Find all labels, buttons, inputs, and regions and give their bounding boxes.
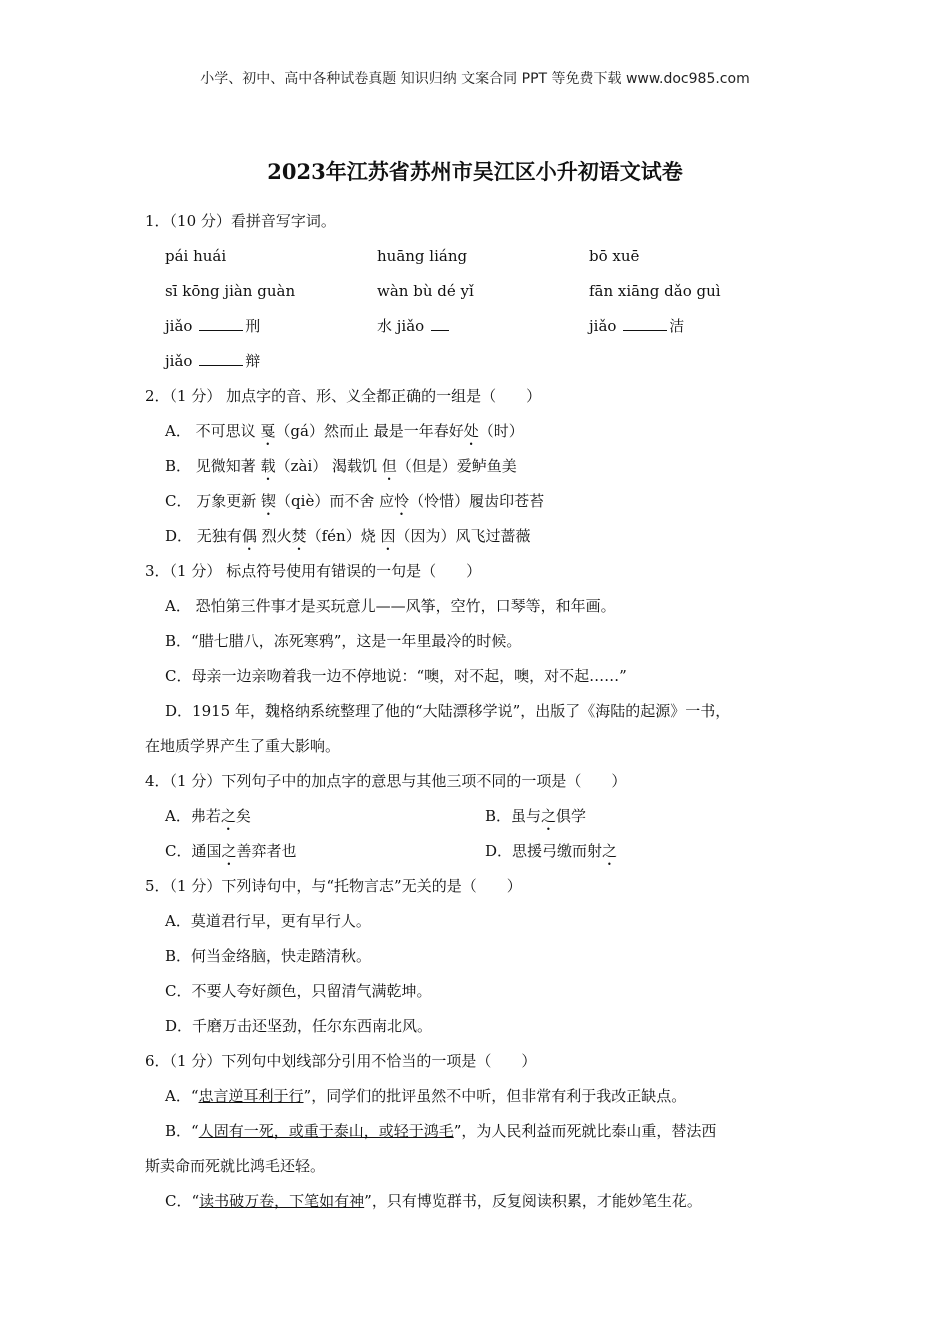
option-label: B． [165,457,192,475]
exam-content [145,208,805,1223]
q2-option-c [145,488,805,523]
option-text: （zài） 渴载饥 [275,457,382,475]
dotted-char: 之 [220,807,236,825]
fill-item [377,313,589,348]
page-title: 2023年江苏省苏州市吴江区小升初语文试卷 [267,159,683,184]
q3-stem: 3．（1 分） 标点符号使用有错误的一句是（ ） [145,562,482,580]
option-label: A． [165,422,191,440]
fill-pinyin: 水 jiǎo [377,317,429,335]
option-text: ”，只有博览群书，反复阅读积累，才能妙笔生花。 [364,1192,702,1210]
option-text: （qiè）而不舍 应 [276,492,395,510]
q2-option-a [145,418,805,453]
pinyin-item: bō xuē [589,247,640,265]
q5-option-c: C．不要人夸好颜色，只留清气满乾坤。 [165,982,432,1000]
option-text: C．“ [165,1192,200,1210]
option-text: ”，同学们的批评虽然不中听，但非常有利于我改正缺点。 [303,1087,687,1105]
option-label: C． [165,492,192,510]
option-text: 万象更新 [191,492,262,510]
q5-option-d: D．千磨万击还坚劲，任尔东西南北风。 [165,1017,433,1035]
option-text: A．弗若 [165,807,221,825]
dotted-char: 因 [380,527,396,545]
q5-option-b: B．何当金络脑，快走踏清秋。 [165,947,372,965]
fill-char: 辩 [245,352,261,370]
option-text: B．虽与 [485,807,542,825]
q1-row-1 [145,243,805,278]
q4-option-a [165,803,485,838]
q4-stem: 4．（1 分）下列句子中的加点字的意思与其他三项不同的一项是（ ） [145,772,627,790]
pinyin-item: huāng liáng [377,247,468,265]
option-text: 善弈者也 [236,842,297,860]
option-text: A．“ [165,1087,199,1105]
option-text: （但是）爱鲈鱼美 [396,457,517,475]
q6-stem: 6．（1 分）下列句中划线部分引用不恰当的一项是（ ） [145,1052,537,1070]
pinyin-item: wàn bù dé yǐ [377,282,474,300]
dotted-char: 但 [381,457,397,475]
fill-pinyin: jiǎo [589,317,622,335]
q4-option-d [485,838,805,873]
fill-pinyin: jiǎo [165,317,198,335]
underlined-quote: 读书破万卷，下笔如有神 [199,1192,365,1210]
q5-option-a: A．莫道君行早，更有早行人。 [165,912,371,930]
option-text: 俱学 [556,807,587,825]
fill-pinyin: jiǎo [165,352,198,370]
q1-row-4 [145,348,805,383]
option-text: 矣 [235,807,251,825]
option-text: （时） [478,422,524,440]
answer-blank[interactable] [623,314,667,331]
fill-char: 刑 [245,317,261,335]
option-text: ”，为人民利益而死就比泰山重，替法西 [453,1122,717,1140]
q2-option-b [145,453,805,488]
q4-row-1 [145,803,805,838]
option-text: C．通国 [165,842,222,860]
dotted-char: 之 [602,842,618,860]
q1-stem: 1．（10 分）看拼音写字词。 [145,212,336,230]
q6-option-a [145,1083,805,1118]
dotted-char: 载 [260,457,276,475]
option-label: D． [165,527,193,545]
dotted-char: 怜 [394,492,410,510]
option-text: 见微知著 [191,457,261,475]
q3-option-b: B．“腊七腊八，冻死寒鸦”，这是一年里最冷的时候。 [165,632,522,650]
q6-option-b [145,1118,805,1153]
underlined-quote: 人固有一死，或重于泰山，或轻于鸿毛 [198,1122,454,1140]
page-header: 小学、初中、高中各种试卷真题 知识归纳 文案合同 PPT 等免费下载 www.doc985.com [200,71,750,87]
option-text: 不可思议 [190,422,261,440]
q3-option-a: A． 恐怕第三件事才是买玩意儿——风筝，空竹，口琴等，和年画。 [165,597,616,615]
option-text: （fén）烧 [306,527,381,545]
option-text: B．“ [165,1122,199,1140]
dotted-char: 偶 [241,527,257,545]
dotted-char: 焚 [291,527,307,545]
option-text: 烈火 [256,527,292,545]
underlined-quote: 忠言逆耳利于行 [198,1087,304,1105]
answer-blank[interactable] [199,314,243,331]
q4-row-2 [145,838,805,873]
fill-item [589,313,684,348]
fill-char: 洁 [669,317,685,335]
option-text: （怜惜）履齿印苍苔 [409,492,545,510]
option-text: （gá）然而止 最是一年春好 [275,422,464,440]
dotted-char: 戛 [260,422,276,440]
dotted-char: 锲 [261,492,277,510]
option-text: （因为）风飞过蔷薇 [395,527,531,545]
q6-option-b-cont: 斯卖命而死就比鸿毛还轻。 [145,1157,326,1175]
q3-option-c: C．母亲一边亲吻着我一边不停地说：“噢，对不起，噢，对不起……” [165,667,627,685]
option-text: D．思援弓缴而射 [485,842,603,860]
pinyin-item: fān xiāng dǎo guì [589,282,721,300]
answer-blank[interactable] [431,314,449,331]
fill-item [165,313,377,348]
dotted-char: 之 [541,807,557,825]
q6-option-c [145,1188,805,1223]
dotted-char: 处 [463,422,479,440]
q2-option-d [145,523,805,558]
pinyin-item: sī kōng jiàn guàn [165,282,296,300]
q3-option-d-cont: 在地质学界产生了重大影响。 [145,737,341,755]
q3-option-d: D．1915 年，魏格纳系统整理了他的“大陆漂移学说”，出版了《海陆的起源》一书， [165,702,731,720]
dotted-char: 之 [221,842,237,860]
q1-row-2 [145,278,805,313]
q4-option-c [165,838,485,873]
q4-option-b [485,803,805,838]
q5-stem: 5．（1 分）下列诗句中，与“托物言志”无关的是（ ） [145,877,522,895]
q2-stem: 2．（1 分） 加点字的音、形、义全都正确的一组是（ ） [145,387,542,405]
q1-row-3 [145,313,805,348]
option-text: 无独有 [192,527,242,545]
pinyin-item: pái huái [165,247,227,265]
answer-blank[interactable] [199,349,243,366]
